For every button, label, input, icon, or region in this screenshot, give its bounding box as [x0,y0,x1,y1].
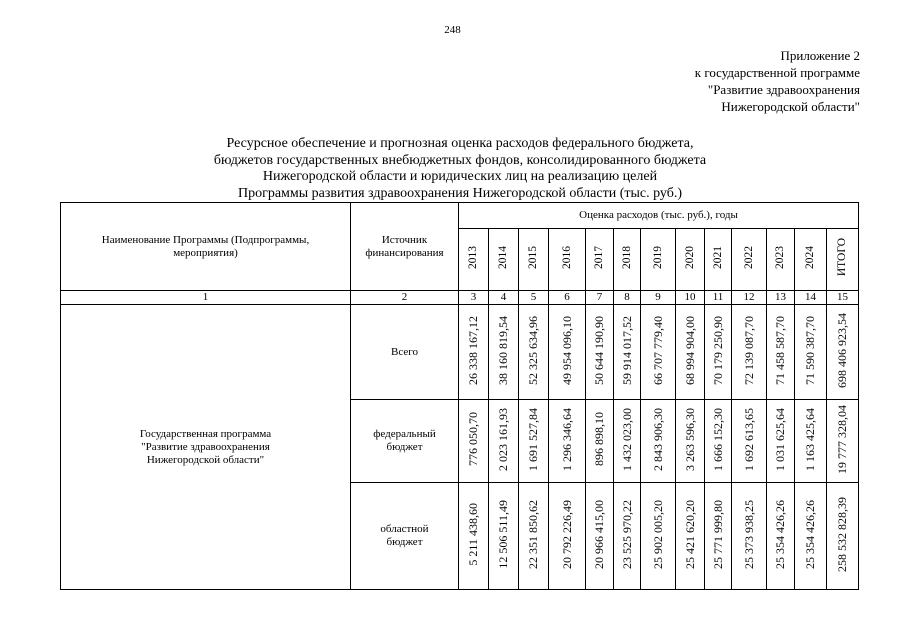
amount-value: 25 373 938,25 [741,499,756,569]
amount-cell [586,483,614,590]
title-line: бюджетов государственных внебюджетных фондов, консолидированного бюджета [213,152,707,168]
amount-value: 25 354 426,26 [773,499,787,569]
header-source: Источник финансирования [365,233,444,259]
amount-cell [705,483,732,590]
amount-value: 258 532 828,39 [835,496,850,572]
year-header-cell [641,229,676,291]
amount-cell [732,400,767,483]
amount-value: 20 966 415,00 [592,499,606,569]
amount-cell [641,483,676,590]
resource-table [60,202,859,590]
appendix-line: Приложение 2 [780,48,860,63]
year-header-cell [795,229,827,291]
year-header-cell [732,229,767,291]
year-header-cell [614,229,641,291]
header-estimate: Оценка расходов (тыс. руб.), годы [579,209,738,221]
amount-cell [519,400,549,483]
amount-cell [614,305,641,400]
program-name-cell [61,305,351,590]
amount-cell [795,483,827,590]
amount-value: 19 777 328,04 [835,404,850,474]
amount-cell [767,305,795,400]
amount-cell [459,305,489,400]
column-number: 4 [489,291,519,305]
amount-value: 776 050,70 [466,412,480,466]
column-number: 10 [676,291,705,305]
document-title [60,136,860,202]
amount-value: 3 263 596,30 [682,407,697,471]
year-label: 2015 [527,246,539,269]
column-number: 14 [795,291,827,305]
amount-cell [459,483,489,590]
column-number: 15 [827,291,859,305]
amount-value: 68 994 904,00 [682,315,697,385]
appendix-line: к государственной программе [694,65,860,80]
column-number: 2 [351,291,459,305]
column-number: 1 [61,291,351,305]
amount-value: 23 525 970,22 [619,499,634,569]
year-label: 2020 [683,246,696,269]
year-label: 2019 [651,246,664,269]
column-number: 8 [614,291,641,305]
amount-value: 698 406 923,54 [835,312,850,388]
year-label: 2024 [804,246,816,269]
amount-value: 1 666 152,30 [710,407,725,471]
program-name: Государственная программа "Развитие здравоохранения Нижегородской области" [139,427,272,466]
amount-cell [489,400,519,483]
funding-source: областной бюджет [380,523,429,548]
year-header-cell [767,229,795,291]
year-header-cell [827,229,859,291]
page-number: 248 [444,24,461,36]
amount-value: 5 211 438,60 [466,502,480,566]
amount-value: 25 771 999,80 [710,499,725,569]
appendix-line: "Развитие здравоохранения [707,82,860,97]
amount-cell [676,400,705,483]
amount-value: 71 458 587,70 [773,315,787,385]
year-label: 2017 [593,246,605,269]
amount-cell [549,305,586,400]
header-source-cell [351,203,459,291]
column-number: 3 [459,291,489,305]
amount-value: 25 421 620,20 [682,499,697,569]
year-label: 2016 [560,246,573,269]
amount-value: 59 914 017,52 [619,315,634,385]
amount-cell [732,305,767,400]
year-label: 2023 [774,246,786,269]
year-header-cell [519,229,549,291]
header-name: Наименование Программы (Подпрограммы, мероприятия) [101,233,310,259]
amount-value: 20 792 226,49 [559,499,574,569]
year-label: 2022 [742,246,755,269]
amount-value: 49 954 096,10 [559,315,574,385]
amount-cell [795,305,827,400]
amount-cell [614,400,641,483]
amount-value: 52 325 634,96 [526,315,540,385]
amount-cell [489,305,519,400]
year-header-cell [489,229,519,291]
amount-cell [676,305,705,400]
amount-cell [732,483,767,590]
title-line: Нижегородской области и юридических лиц на реализацию целей [262,169,658,184]
funding-source: Всего [391,345,418,358]
amount-value: 66 707 779,40 [650,315,665,385]
amount-cell [614,483,641,590]
amount-cell [827,400,859,483]
appendix-note [695,47,860,115]
amount-cell [586,305,614,400]
amount-cell [519,483,549,590]
amount-value: 1 691 527,84 [526,407,540,471]
amount-value: 2 023 161,93 [496,407,510,471]
amount-cell [641,400,676,483]
amount-value: 71 590 387,70 [803,315,817,385]
amount-cell [519,305,549,400]
funding-source-cell [351,483,459,590]
amount-value: 70 179 250,90 [710,315,725,385]
appendix-line: Нижегородской области" [721,99,860,114]
amount-value: 896 898,10 [592,412,606,466]
amount-value: 1 031 625,64 [773,407,787,471]
funding-source-cell [351,400,459,483]
amount-cell [705,400,732,483]
year-label: 2018 [620,246,633,269]
column-number: 11 [705,291,732,305]
column-number: 5 [519,291,549,305]
column-number-row [61,291,859,305]
amount-value: 25 354 426,26 [803,499,817,569]
funding-source-cell [351,305,459,400]
column-number: 6 [549,291,586,305]
amount-cell [549,400,586,483]
year-header-cell [676,229,705,291]
year-label: 2014 [497,246,509,269]
amount-value: 22 351 850,62 [526,499,540,569]
year-header-cell [459,229,489,291]
amount-value: 25 902 005,20 [650,499,665,569]
amount-cell [795,400,827,483]
header-name-cell [61,203,351,291]
amount-cell [549,483,586,590]
amount-cell [641,305,676,400]
amount-cell [827,483,859,590]
amount-cell [586,400,614,483]
amount-value: 1 296 346,64 [559,407,574,471]
amount-cell [767,400,795,483]
year-label: 2013 [467,246,479,269]
column-number: 7 [586,291,614,305]
column-number: 12 [732,291,767,305]
amount-cell [489,483,519,590]
year-header-cell [705,229,732,291]
column-number: 13 [767,291,795,305]
amount-value: 72 139 087,70 [741,315,756,385]
funding-source: федеральный бюджет [373,428,436,453]
amount-value: 12 506 511,49 [496,499,510,569]
amount-value: 1 163 425,64 [803,407,817,471]
year-label: 2021 [711,246,724,269]
year-label: ИТОГО [836,238,849,277]
amount-value: 26 338 167,12 [466,315,480,385]
amount-cell [767,483,795,590]
title-line: Программы развития здравоохранения Нижегородской области (тыс. руб.) [237,185,683,201]
column-number: 9 [641,291,676,305]
amount-value: 1 692 613,65 [741,407,756,471]
header-estimate-cell [459,203,859,229]
amount-cell [705,305,732,400]
year-header-cell [586,229,614,291]
amount-value: 1 432 023,00 [619,407,634,471]
amount-cell [676,483,705,590]
amount-cell [459,400,489,483]
amount-value: 50 644 190,90 [592,315,606,385]
title-line: Ресурсное обеспечение и прогнозная оценка расходов федерального бюджета, [226,136,694,151]
amount-value: 38 160 819,54 [496,315,510,385]
amount-cell [827,305,859,400]
data-row [61,305,859,400]
amount-value: 2 843 906,30 [650,407,665,471]
year-header-cell [549,229,586,291]
